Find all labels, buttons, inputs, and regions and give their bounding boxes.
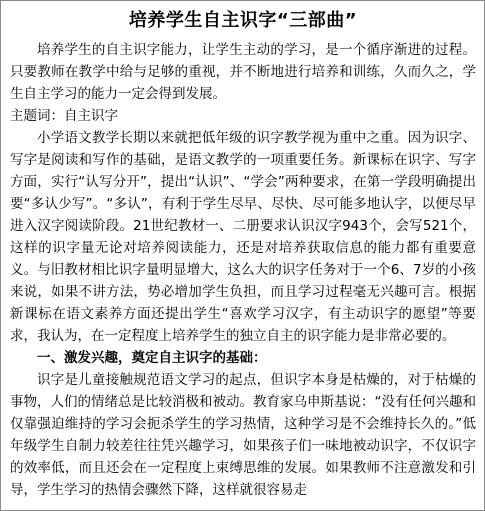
body-paragraph: 小学语文教学长期以来就把低年级的识字教学视为重中之重。因为识字、写字是阅读和写作的基础，是语文教学的一项重要任务。新课标在识字、写字方面，实行“认写分开”，提出“认识”、“学会”两种要求，在第一学段明确提出要“多认少写”。“多认”，有利于学生尽早、尽快、尽可能多地认字，以便尽早进入汉字阅读阶段。21世纪教材一、二册要求认识汉字943个，会写521个，这样的识字量无论对培养阅读能力，还是对培养获取信息的能力都有重要意义。与旧教材相比识字量明显增大，这么大的识字任务对于一个6、7岁的小孩来说，如果不讲方法，势必增加学生负担，而且学习过程毫无兴趣可言。根据新课标在语文素养方面还提出学生“喜欢学习汉字，有主动识字的愿望”等要求，我认为，在一定程度上培养学生的独立自主的识字能力是非常必要的。 <box>10 130 476 344</box>
document-title: 培养学生自主识字“三部曲” <box>128 10 358 31</box>
keywords-line: 主题词：自主识字 <box>10 108 118 124</box>
section-heading-text: 一、激发兴趣，奠定自主识字的基础： <box>37 350 267 366</box>
intro-paragraph: 培养学生的自主识字能力，让学生主动的学习，是一个循序渐进的过程。只要教师在教学中给与足够的重视，并不断地进行培养和训练，久而久之，学生自主学习的能力一定会得到发展。 <box>10 42 476 102</box>
section-heading <box>10 347 476 369</box>
section-paragraph: 识字是儿童接触规范语文学习的起点，但识字本身是枯燥的，对于枯燥的事物，人们的情绪总是比较消极和被动。教育家乌申斯基说：“没有任何兴趣和仅靠强迫维持的学习会扼杀学生的学习热情，这种学习是不会维持长久的。”低年级学生自制力较差往往凭兴趣学习，如果孩子们一味地被动识字，不仅识字的效率低，而且还会在一定程度上束缚思维的发展。如果教师不注意激发和引导，学生学习的热情会骤然下降，这样就很容易走 <box>10 372 476 498</box>
document-body <box>10 9 476 501</box>
